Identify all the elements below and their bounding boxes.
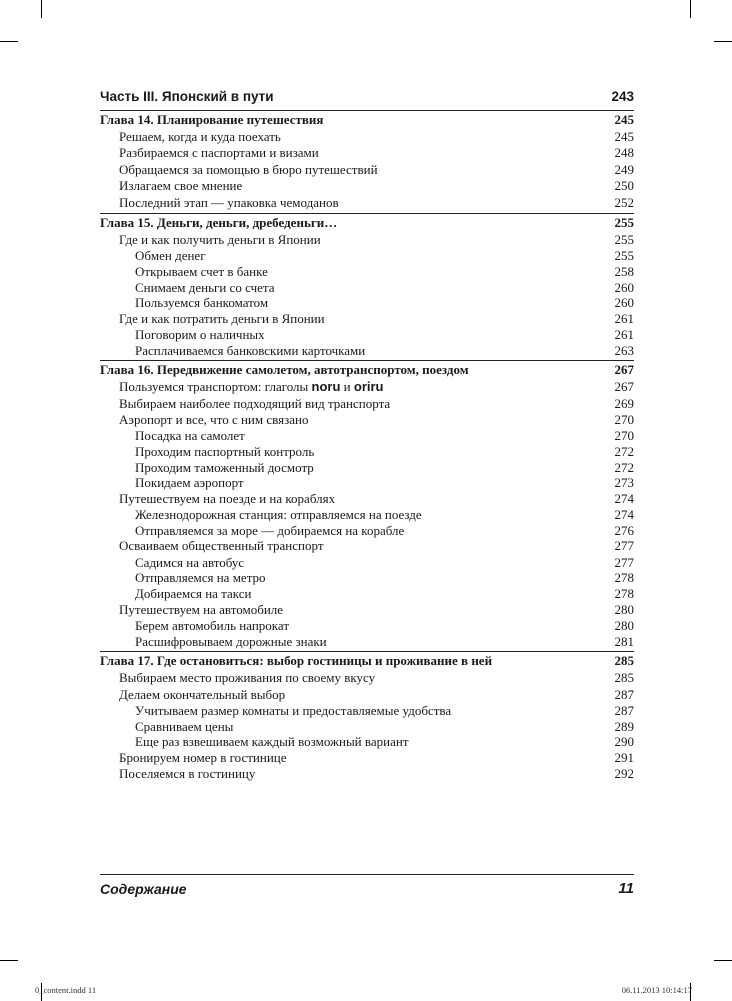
crop-mark-right-top	[714, 41, 732, 42]
entry-text: Посадка на самолет	[135, 428, 245, 444]
entry-title	[135, 734, 409, 750]
part-heading	[100, 86, 634, 107]
entry-text: Путешествуем на автомобиле	[119, 601, 284, 617]
entry-text: Путешествуем на поезде и на кораблях	[119, 490, 336, 506]
subsection-entry	[100, 343, 634, 359]
section-entry	[100, 145, 634, 161]
footer-page-number: 11	[618, 880, 634, 897]
section-entry	[100, 766, 634, 782]
entry-title	[135, 295, 268, 311]
entry-text: Расшифровываем дорожные знаки	[135, 633, 327, 649]
section-entry	[100, 687, 634, 703]
chapter-title: Глава 17. Где остановиться: выбор гостиницы и проживание в ней	[100, 653, 493, 669]
entry-text: Еще раз взвешиваем каждый возможный вариант	[135, 734, 409, 750]
entry-text: Поселяемся в гостиницу	[119, 766, 256, 782]
crop-mark-top-left	[41, 0, 42, 18]
entry-title	[135, 444, 314, 460]
page-footer	[100, 874, 634, 897]
entry-title	[119, 232, 321, 248]
entry-title	[119, 766, 255, 782]
subsection-entry	[100, 570, 634, 586]
entry-page: 277	[614, 538, 634, 554]
entry-title	[119, 687, 285, 703]
entry-page: 255	[614, 231, 634, 247]
entry-page: 274	[614, 490, 634, 506]
subsection-entry	[100, 719, 634, 735]
chapter-title: Глава 16. Передвижение самолетом, автотранспортом, поездом	[100, 362, 469, 378]
entry-text: Учитываем размер комнаты и предоставляемые удобства	[135, 702, 452, 718]
entry-text: и	[340, 379, 354, 395]
footer-section-title: Содержание	[100, 881, 187, 897]
table-of-contents	[100, 86, 634, 783]
chapter-heading	[100, 213, 634, 232]
entry-text: Где и как потратить деньги в Японии	[119, 310, 325, 326]
entry-title	[119, 178, 242, 194]
subsection-entry	[100, 444, 634, 460]
entry-page: 249	[614, 161, 634, 177]
entry-title	[135, 703, 451, 719]
entry-page: 285	[614, 670, 634, 686]
entry-page: 272	[614, 444, 634, 460]
entry-title	[119, 750, 287, 766]
subsection-entry	[100, 428, 634, 444]
subsection-entry	[100, 734, 634, 750]
entry-text: Пользуемся банкоматом	[135, 295, 269, 311]
chapter-title: Глава 14. Планирование путешествия	[100, 112, 324, 127]
entry-page: 269	[614, 395, 634, 411]
entry-title	[135, 555, 244, 571]
entry-page: 272	[614, 459, 634, 475]
crop-mark-left-top	[0, 41, 18, 42]
entry-term: noru	[311, 379, 341, 395]
entry-page: 270	[614, 412, 634, 428]
entry-page: 270	[614, 428, 634, 444]
entry-page: 260	[614, 295, 634, 311]
chapter-heading	[100, 651, 634, 670]
entry-title	[119, 670, 375, 686]
entry-page: 252	[614, 194, 634, 210]
entry-page: 289	[614, 718, 634, 734]
entry-text: Проходим паспортный контроль	[135, 444, 315, 460]
entry-text: Решаем, когда и куда поехать	[119, 129, 281, 144]
entry-title	[135, 248, 206, 264]
section-entry	[100, 750, 634, 766]
entry-title	[135, 280, 275, 296]
crop-mark-top-right	[690, 0, 691, 18]
chapter-page: 267	[614, 362, 634, 378]
entry-page: 267	[614, 379, 634, 395]
entry-page: 292	[614, 766, 634, 782]
entry-title	[135, 343, 365, 359]
entry-text: Открываем счет в банке	[135, 263, 268, 279]
entry-page: 255	[614, 248, 634, 264]
section-entry	[100, 670, 634, 686]
entry-page: 274	[614, 507, 634, 523]
entry-text: Отправляемся за море — добираемся на корабле	[135, 522, 405, 538]
section-entry	[100, 412, 634, 428]
chapter-page: 255	[614, 214, 634, 230]
subsection-entry	[100, 634, 634, 650]
entry-text: Где и как получить деньги в Японии	[119, 231, 321, 247]
entry-page: 291	[614, 749, 634, 765]
entry-title	[119, 538, 324, 554]
subsection-entry	[100, 475, 634, 491]
section-entry	[100, 129, 634, 145]
subsection-entry	[100, 555, 634, 571]
section-entry	[100, 396, 634, 412]
entry-title	[135, 570, 266, 586]
chapter-heading	[100, 360, 634, 379]
entry-text: Обращаемся за помощью в бюро путешествий	[119, 161, 378, 177]
entry-title	[119, 311, 325, 327]
entry-title	[135, 586, 252, 602]
part-page: 243	[611, 89, 634, 104]
chapter-heading	[100, 110, 634, 129]
entry-page: 261	[614, 310, 634, 326]
entry-title	[119, 195, 339, 211]
entry-text: Добираемся на такси	[135, 586, 252, 601]
crop-mark-right-bottom	[714, 960, 732, 961]
part-title: Часть III. Японский в пути	[100, 89, 274, 104]
entry-text: Покидаем аэропорт	[135, 475, 244, 491]
section-entry	[100, 379, 634, 395]
entry-text: Делаем окончательный выбор	[119, 686, 286, 702]
entry-page: 245	[614, 129, 634, 144]
section-entry	[100, 491, 634, 507]
section-entry	[100, 602, 634, 618]
entry-title	[135, 264, 268, 280]
entry-title	[119, 491, 335, 507]
subsection-entry	[100, 248, 634, 264]
section-entry	[100, 311, 634, 327]
entry-page: 277	[614, 554, 634, 570]
entry-title	[119, 602, 283, 618]
entry-text: Железнодорожная станция: отправляемся на поезде	[135, 507, 422, 523]
subsection-entry	[100, 280, 634, 296]
entry-text: Берем автомобиль напрокат	[135, 617, 290, 633]
entry-text: Выбираем наиболее подходящий вид транспорта	[119, 395, 391, 411]
entry-title	[135, 460, 314, 476]
entry-text: Бронируем номер в гостинице	[119, 749, 287, 765]
entry-page: 258	[614, 263, 634, 279]
subsection-entry	[100, 327, 634, 343]
entry-text: Расплачиваемся банковскими карточками	[135, 342, 366, 358]
entry-text: Снимаем деньги со счета	[135, 279, 275, 295]
section-entry	[100, 232, 634, 248]
chapter-title: Глава 15. Деньги, деньги, дребеденьги…	[100, 214, 338, 230]
entry-text: Отправляемся на метро	[135, 570, 266, 586]
entry-title	[119, 379, 384, 395]
entry-page: 281	[614, 633, 634, 649]
entry-text: Аэропорт и все, что с ним связано	[119, 412, 309, 428]
entry-page: 287	[614, 686, 634, 702]
subsection-entry	[100, 586, 634, 602]
entry-page: 250	[614, 178, 634, 194]
entry-page: 248	[614, 145, 634, 161]
entry-title	[135, 507, 422, 523]
entry-page: 280	[614, 617, 634, 633]
subsection-entry	[100, 507, 634, 523]
entry-title	[119, 412, 308, 428]
entry-text: Последний этап — упаковка чемоданов	[119, 194, 339, 210]
entry-title	[119, 162, 378, 178]
entry-text: Излагаем свое мнение	[119, 178, 243, 194]
entry-text: Осваиваем общественный транспорт	[119, 538, 324, 554]
crop-mark-left-bottom	[0, 960, 18, 961]
entry-text: Сравниваем цены	[135, 718, 234, 734]
entry-page: 263	[614, 342, 634, 358]
chapter-page: 245	[614, 112, 634, 127]
slug-datetime: 06.11.2013 10:14:17	[621, 985, 692, 995]
entry-title	[135, 523, 404, 539]
subsection-entry	[100, 295, 634, 311]
section-entry	[100, 162, 634, 178]
section-entry	[100, 178, 634, 194]
entry-title	[135, 719, 233, 735]
subsection-entry	[100, 703, 634, 719]
entry-text: Поговорим о наличных	[135, 327, 265, 343]
entry-page: 290	[614, 734, 634, 750]
entry-text: Проходим таможенный досмотр	[135, 459, 314, 475]
entry-title	[135, 618, 289, 634]
entry-title	[119, 396, 390, 412]
entry-page: 280	[614, 601, 634, 617]
entry-page: 273	[614, 475, 634, 491]
subsection-entry	[100, 523, 634, 539]
entry-title	[119, 129, 281, 145]
entry-page: 287	[614, 702, 634, 718]
entry-term: oriru	[353, 379, 384, 395]
subsection-entry	[100, 460, 634, 476]
subsection-entry	[100, 264, 634, 280]
section-entry	[100, 538, 634, 554]
entry-page: 278	[614, 586, 634, 601]
entry-title	[135, 634, 327, 650]
entry-text: Выбираем место проживания по своему вкусу	[119, 670, 376, 686]
subsection-entry	[100, 618, 634, 634]
entry-text: Обмен денег	[135, 248, 206, 264]
entry-page: 260	[614, 279, 634, 295]
chapter-page: 285	[614, 653, 634, 669]
section-entry	[100, 195, 634, 211]
slug-file: 0_content.indd 11	[35, 985, 97, 995]
chapter-list	[100, 110, 634, 783]
entry-page: 278	[614, 570, 634, 586]
entry-title	[135, 327, 265, 343]
entry-title	[135, 475, 244, 491]
entry-text: Садимся на автобус	[135, 554, 245, 570]
entry-page: 261	[614, 327, 634, 343]
entry-title	[119, 145, 319, 161]
entry-text: Разбираемся с паспортами и визами	[119, 145, 319, 161]
entry-title	[135, 428, 245, 444]
entry-page: 276	[614, 522, 634, 538]
entry-text: Пользуемся транспортом: глаголы	[119, 379, 312, 395]
